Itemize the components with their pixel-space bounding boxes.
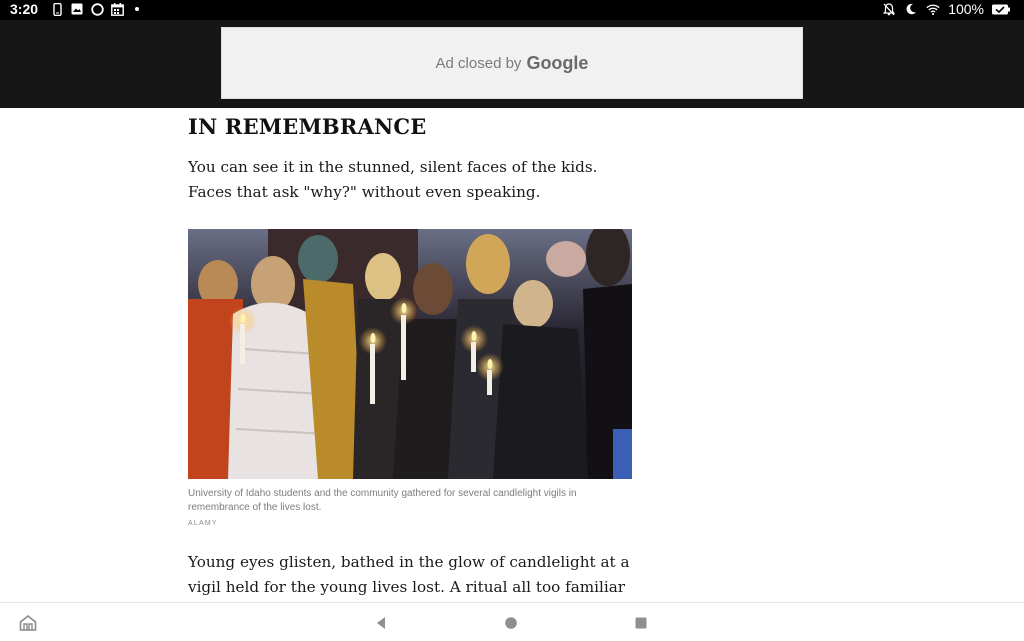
vigil-photo[interactable]	[188, 229, 632, 479]
article-paragraph-2: Young eyes glisten, bathed in the glow of candlelight at a vigil held for the young lives lost. A ritual all too familiar	[188, 553, 630, 596]
ad-closed-text: Ad closed by	[435, 54, 522, 72]
ad-closed-box	[221, 27, 803, 99]
status-bar-left	[10, 1, 144, 17]
section-heading: IN REMEMBRANCE	[188, 114, 427, 139]
notifications-off-icon	[882, 1, 896, 17]
ad-band	[0, 20, 1024, 108]
moon-icon	[904, 1, 918, 17]
status-bar-right	[882, 1, 1010, 17]
google-logo: Google	[526, 52, 589, 73]
home-icon[interactable]	[19, 614, 37, 632]
wifi-icon	[926, 1, 940, 17]
battery-icon	[992, 1, 1010, 17]
status-bar	[0, 0, 1024, 20]
phone-icon	[50, 1, 64, 17]
home-circle-icon[interactable]	[502, 614, 520, 632]
battery-percent: 100%	[948, 1, 984, 17]
back-icon[interactable]	[372, 614, 390, 632]
photo-credit: ALAMY	[188, 520, 218, 527]
circle-icon	[90, 1, 104, 17]
vigil-photo-illustration	[188, 229, 632, 479]
navigation-bar	[0, 602, 1024, 641]
article	[188, 108, 632, 596]
recents-icon[interactable]	[632, 614, 650, 632]
dot-icon	[130, 1, 144, 17]
photo-caption: University of Idaho students and the community gathered for several candlelight vigils in remembrance of the lives lost.	[188, 488, 577, 513]
calendar-icon	[110, 1, 124, 17]
image-icon	[70, 1, 84, 17]
article-paragraph: You can see it in the stunned, silent faces of the kids. Faces that ask "why?" without even speaking.	[188, 158, 598, 201]
status-time: 3:20	[10, 1, 39, 17]
